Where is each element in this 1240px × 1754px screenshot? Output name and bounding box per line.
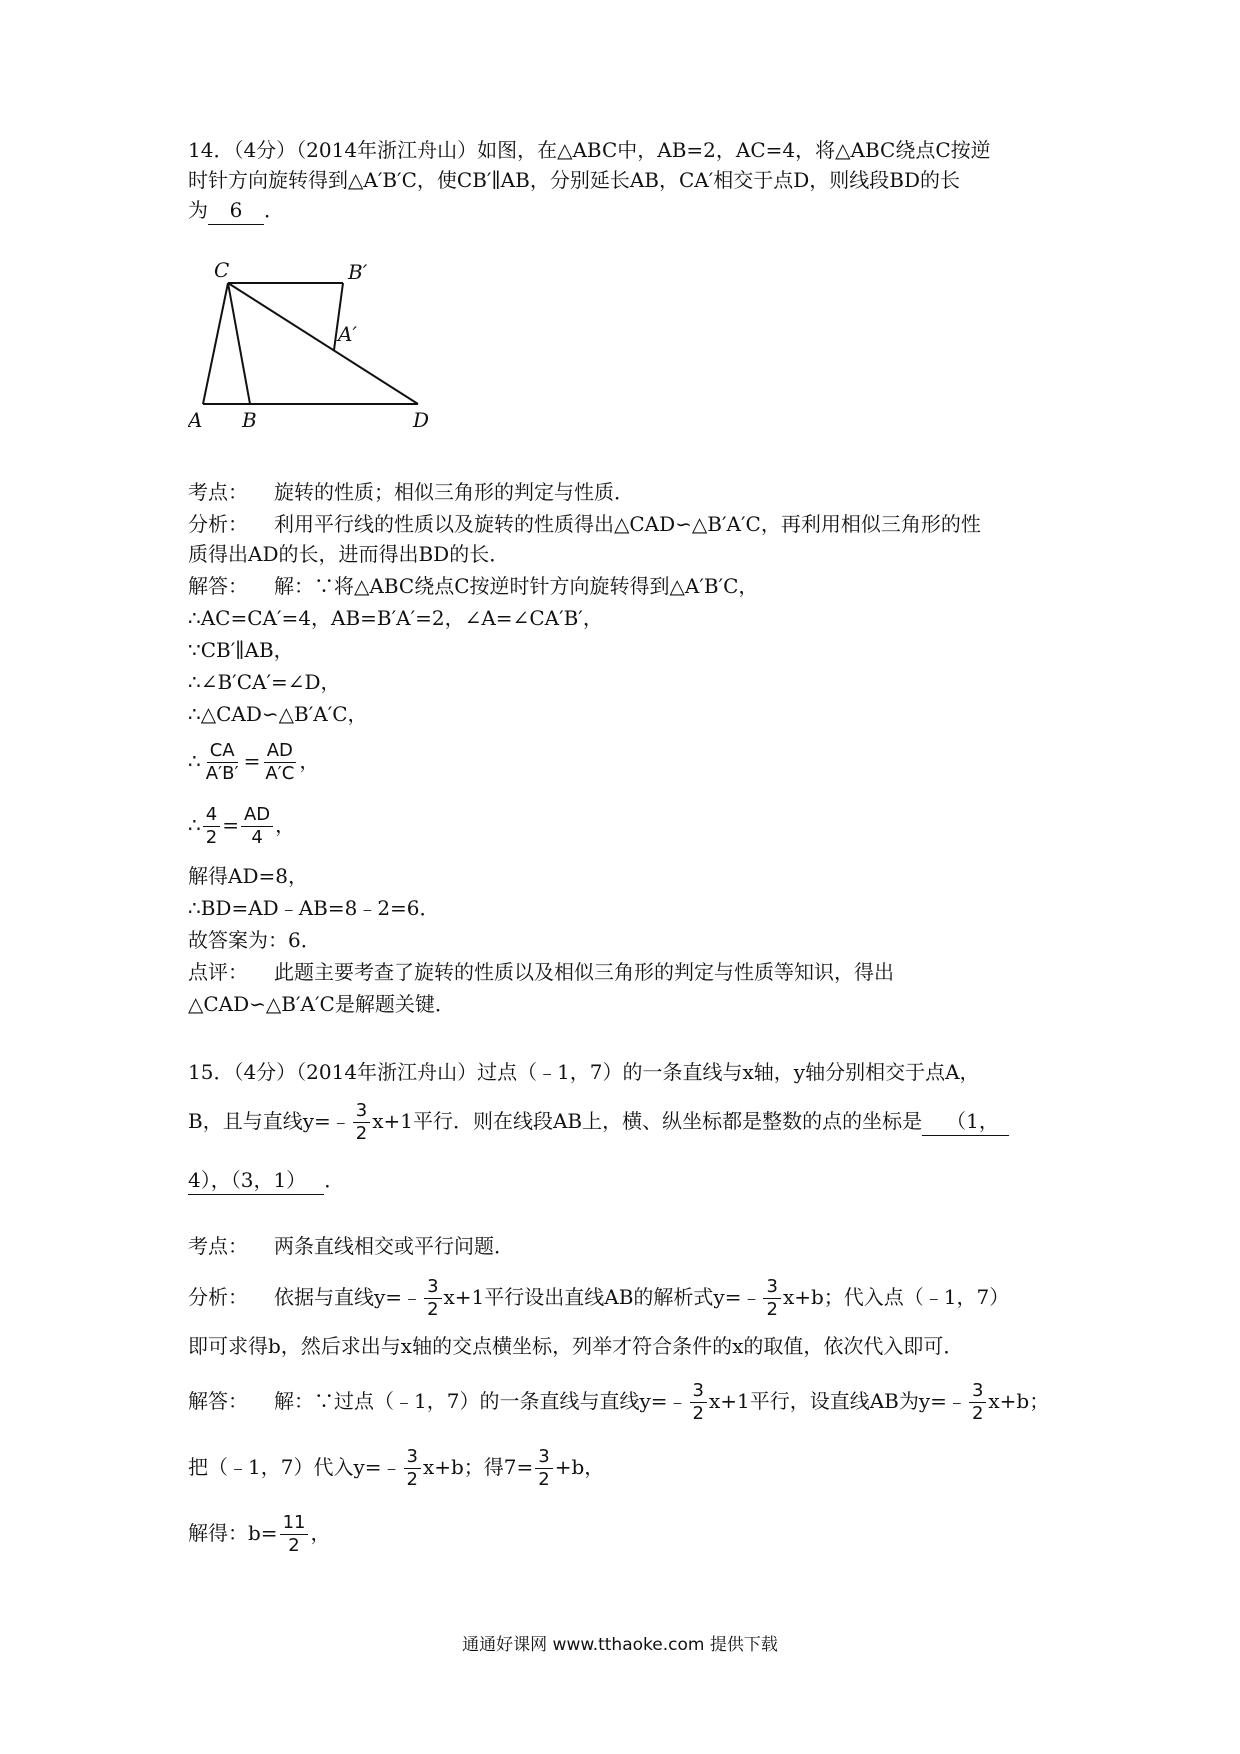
q14-dianping-label: 点评： (188, 960, 248, 984)
q15-answer-blank-part-1: （1， (922, 1107, 1009, 1136)
q14-dianping (188, 958, 894, 986)
q14-line-3-suffix: ． (264, 198, 284, 222)
q15-step-2-suffix: ， (310, 1521, 331, 1545)
q15-line-2-middle: x+1平行．则在线段AB上，横、纵坐标都是整数的点的坐标是 (372, 1109, 923, 1133)
fraction-ca-over-a-b (203, 740, 242, 785)
q14-line-2: 时针方向旋转得到△A′B′C，使CB′∥AB，分别延长AB，CA′相交于点D，则线段BD的长 (188, 168, 961, 192)
q15-step-1 (188, 1446, 604, 1491)
fraction-denominator: 2 (971, 1403, 984, 1424)
label-a: A (188, 408, 203, 432)
q14-step-5-suffix: ， (299, 749, 320, 773)
q15-line-3-suffix: ． (324, 1168, 345, 1192)
fraction-3-over-2 (969, 1380, 986, 1425)
fraction-numerator: 3 (535, 1446, 552, 1469)
q15-line-1: 15．（4分）（2014年浙江舟山）过点（﹣1，7）的一条直线与x轴，y轴分别相交于点A， (188, 1060, 980, 1084)
fraction-11-over-2 (280, 1512, 309, 1557)
segment-cd (228, 283, 418, 404)
fraction-numerator: 3 (690, 1380, 707, 1403)
fraction-numerator: AD (241, 804, 273, 827)
fraction-denominator: 2 (288, 1535, 300, 1556)
q14-step-5-prefix: ∴ (188, 749, 201, 773)
q15-fenxi-middle: x+1平行设出直线AB的解析式y=﹣ (443, 1285, 762, 1309)
q15-kaodian-label: 考点： (188, 1234, 248, 1258)
q15-fenxi-prefix: 依据与直线y=﹣ (274, 1285, 423, 1309)
q15-fenxi-line-2: 即可求得b，然后求出与x轴的交点横坐标，列举才符合条件的x的取值，依次代入即可． (188, 1334, 964, 1358)
q14-step-2: ∵CB′∥AB， (188, 638, 294, 662)
fraction-3-over-2 (535, 1446, 552, 1491)
q14-fenxi-label: 分析： (188, 512, 248, 536)
q14-step-6-prefix: ∴ (188, 813, 201, 837)
fraction-numerator: 3 (353, 1100, 370, 1123)
fraction-3-over-2 (353, 1100, 370, 1145)
q15-kaodian-text: 两条直线相交或平行问题． (274, 1234, 514, 1258)
q14-jieda (188, 572, 758, 600)
q15-line-2 (188, 1100, 1009, 1145)
fraction-denominator: A′B′ (205, 763, 239, 784)
equals-sign: = (222, 813, 239, 837)
q14-step-3: ∴∠B′CA′=∠D， (188, 670, 341, 694)
fraction-3-over-2 (690, 1380, 707, 1425)
fraction-denominator: 2 (427, 1299, 439, 1320)
q15-line-2-prefix: B，且与直线y=﹣ (188, 1109, 351, 1133)
equals-sign: = (243, 749, 261, 773)
fraction-numerator: 3 (969, 1380, 986, 1403)
q14-step-1: ∴AC=CA′=4，AB=B′A′=2，∠A=∠CA′B′， (188, 606, 603, 630)
q14-step-4: ∴△CAD∽△B′A′C， (188, 702, 368, 726)
fraction-numerator: CA (207, 740, 238, 763)
q14-kaodian-label: 考点： (188, 480, 248, 504)
q14-line-3-prefix: 为 (188, 198, 208, 222)
fraction-3-over-2 (424, 1276, 441, 1321)
fraction-denominator: 4 (251, 827, 263, 848)
page-footer: 通通好课网 www.tthaoke.com 提供下载 (462, 1635, 778, 1655)
q14-step-6 (188, 804, 295, 849)
label-b: B (242, 408, 257, 432)
q15-jieda-label: 解答： (188, 1389, 248, 1413)
fraction-numerator: 3 (763, 1276, 780, 1299)
fraction-denominator: 2 (406, 1469, 418, 1490)
segment-ca (203, 283, 228, 404)
q14-step-8: ∴BD=AD﹣AB=8﹣2=6． (188, 896, 440, 920)
q14-dianping-text-1: 此题主要考查了旋转的性质以及相似三角形的判定与性质等知识，得出 (274, 960, 894, 984)
q14-step-6-suffix: ， (275, 813, 296, 837)
q14-dianping-line-2: △CAD∽△B′A′C是解题关键． (188, 992, 455, 1016)
label-c: C (214, 258, 230, 282)
q15-answer-blank-part-2: 4），（3，1） (188, 1166, 324, 1195)
q15-step-2 (188, 1512, 330, 1557)
q15-fenxi-suffix: x+b；代入点（﹣1，7） (782, 1285, 1010, 1309)
fraction-ad-over-a-c (262, 740, 297, 785)
fraction-denominator: 2 (766, 1299, 778, 1320)
q14-step-9: 故答案为：6． (188, 928, 321, 952)
q14-kaodian (188, 478, 634, 506)
q14-answer-blank: 6 (208, 196, 264, 225)
label-b-prime: B′ (348, 260, 368, 284)
fraction-ad-over-4 (241, 804, 273, 849)
q14-line-1: 14．（4分）（2014年浙江舟山）如图，在△ABC中，AB=2，AC=4，将△ABC绕点C按逆 (188, 138, 991, 162)
label-d: D (413, 408, 430, 432)
fraction-denominator: 2 (538, 1469, 550, 1490)
q14-line-3 (188, 196, 284, 225)
q15-fenxi (188, 1276, 1009, 1321)
q15-kaodian (188, 1232, 514, 1260)
fraction-numerator: 3 (404, 1446, 421, 1469)
q15-step-2-prefix: 解得：b= (188, 1521, 278, 1545)
q15-jieda-suffix: x+b； (988, 1389, 1050, 1413)
fraction-3-over-2 (763, 1276, 780, 1321)
q15-line-3 (188, 1166, 344, 1195)
q15-jieda-middle: x+1平行，设直线AB为y=﹣ (708, 1389, 967, 1413)
q15-step-1-suffix: +b， (554, 1455, 605, 1479)
fraction-numerator: 11 (280, 1512, 309, 1535)
segment-cb (228, 283, 250, 404)
fraction-denominator: 2 (205, 827, 218, 848)
label-a-prime: A′ (338, 322, 357, 346)
fraction-denominator: 2 (355, 1123, 368, 1144)
fraction-denominator: 2 (692, 1403, 704, 1424)
q14-step-7: 解得AD=8， (188, 864, 308, 888)
fraction-3-over-2 (404, 1446, 421, 1491)
fraction-4-over-2 (203, 804, 220, 849)
q14-fenxi-line-2: 质得出AD的长，进而得出BD的长． (188, 542, 510, 566)
q15-jieda (188, 1380, 1049, 1425)
fraction-numerator: AD (264, 740, 296, 763)
q14-fenxi-text-1: 利用平行线的性质以及旋转的性质得出△CAD∽△B′A′C，再利用相似三角形的性 (274, 512, 981, 536)
q14-fenxi (188, 510, 981, 538)
q14-kaodian-text: 旋转的性质；相似三角形的判定与性质． (274, 480, 634, 504)
q14-step-5 (188, 740, 319, 785)
q14-jieda-label: 解答： (188, 574, 248, 598)
q15-fenxi-label: 分析： (188, 1285, 248, 1309)
fraction-numerator: 4 (203, 804, 220, 827)
geometry-figure (188, 255, 448, 435)
fraction-numerator: 3 (424, 1276, 441, 1299)
q15-jieda-prefix: 解：∵过点（﹣1，7）的一条直线与直线y=﹣ (274, 1389, 688, 1413)
q15-step-1-middle: x+b；得7= (422, 1455, 534, 1479)
fraction-denominator: A′C (265, 763, 295, 784)
q15-step-1-prefix: 把（﹣1，7）代入y=﹣ (188, 1455, 402, 1479)
q14-jieda-text-1: 解：∵将△ABC绕点C按逆时针方向旋转得到△A′B′C， (274, 574, 759, 598)
